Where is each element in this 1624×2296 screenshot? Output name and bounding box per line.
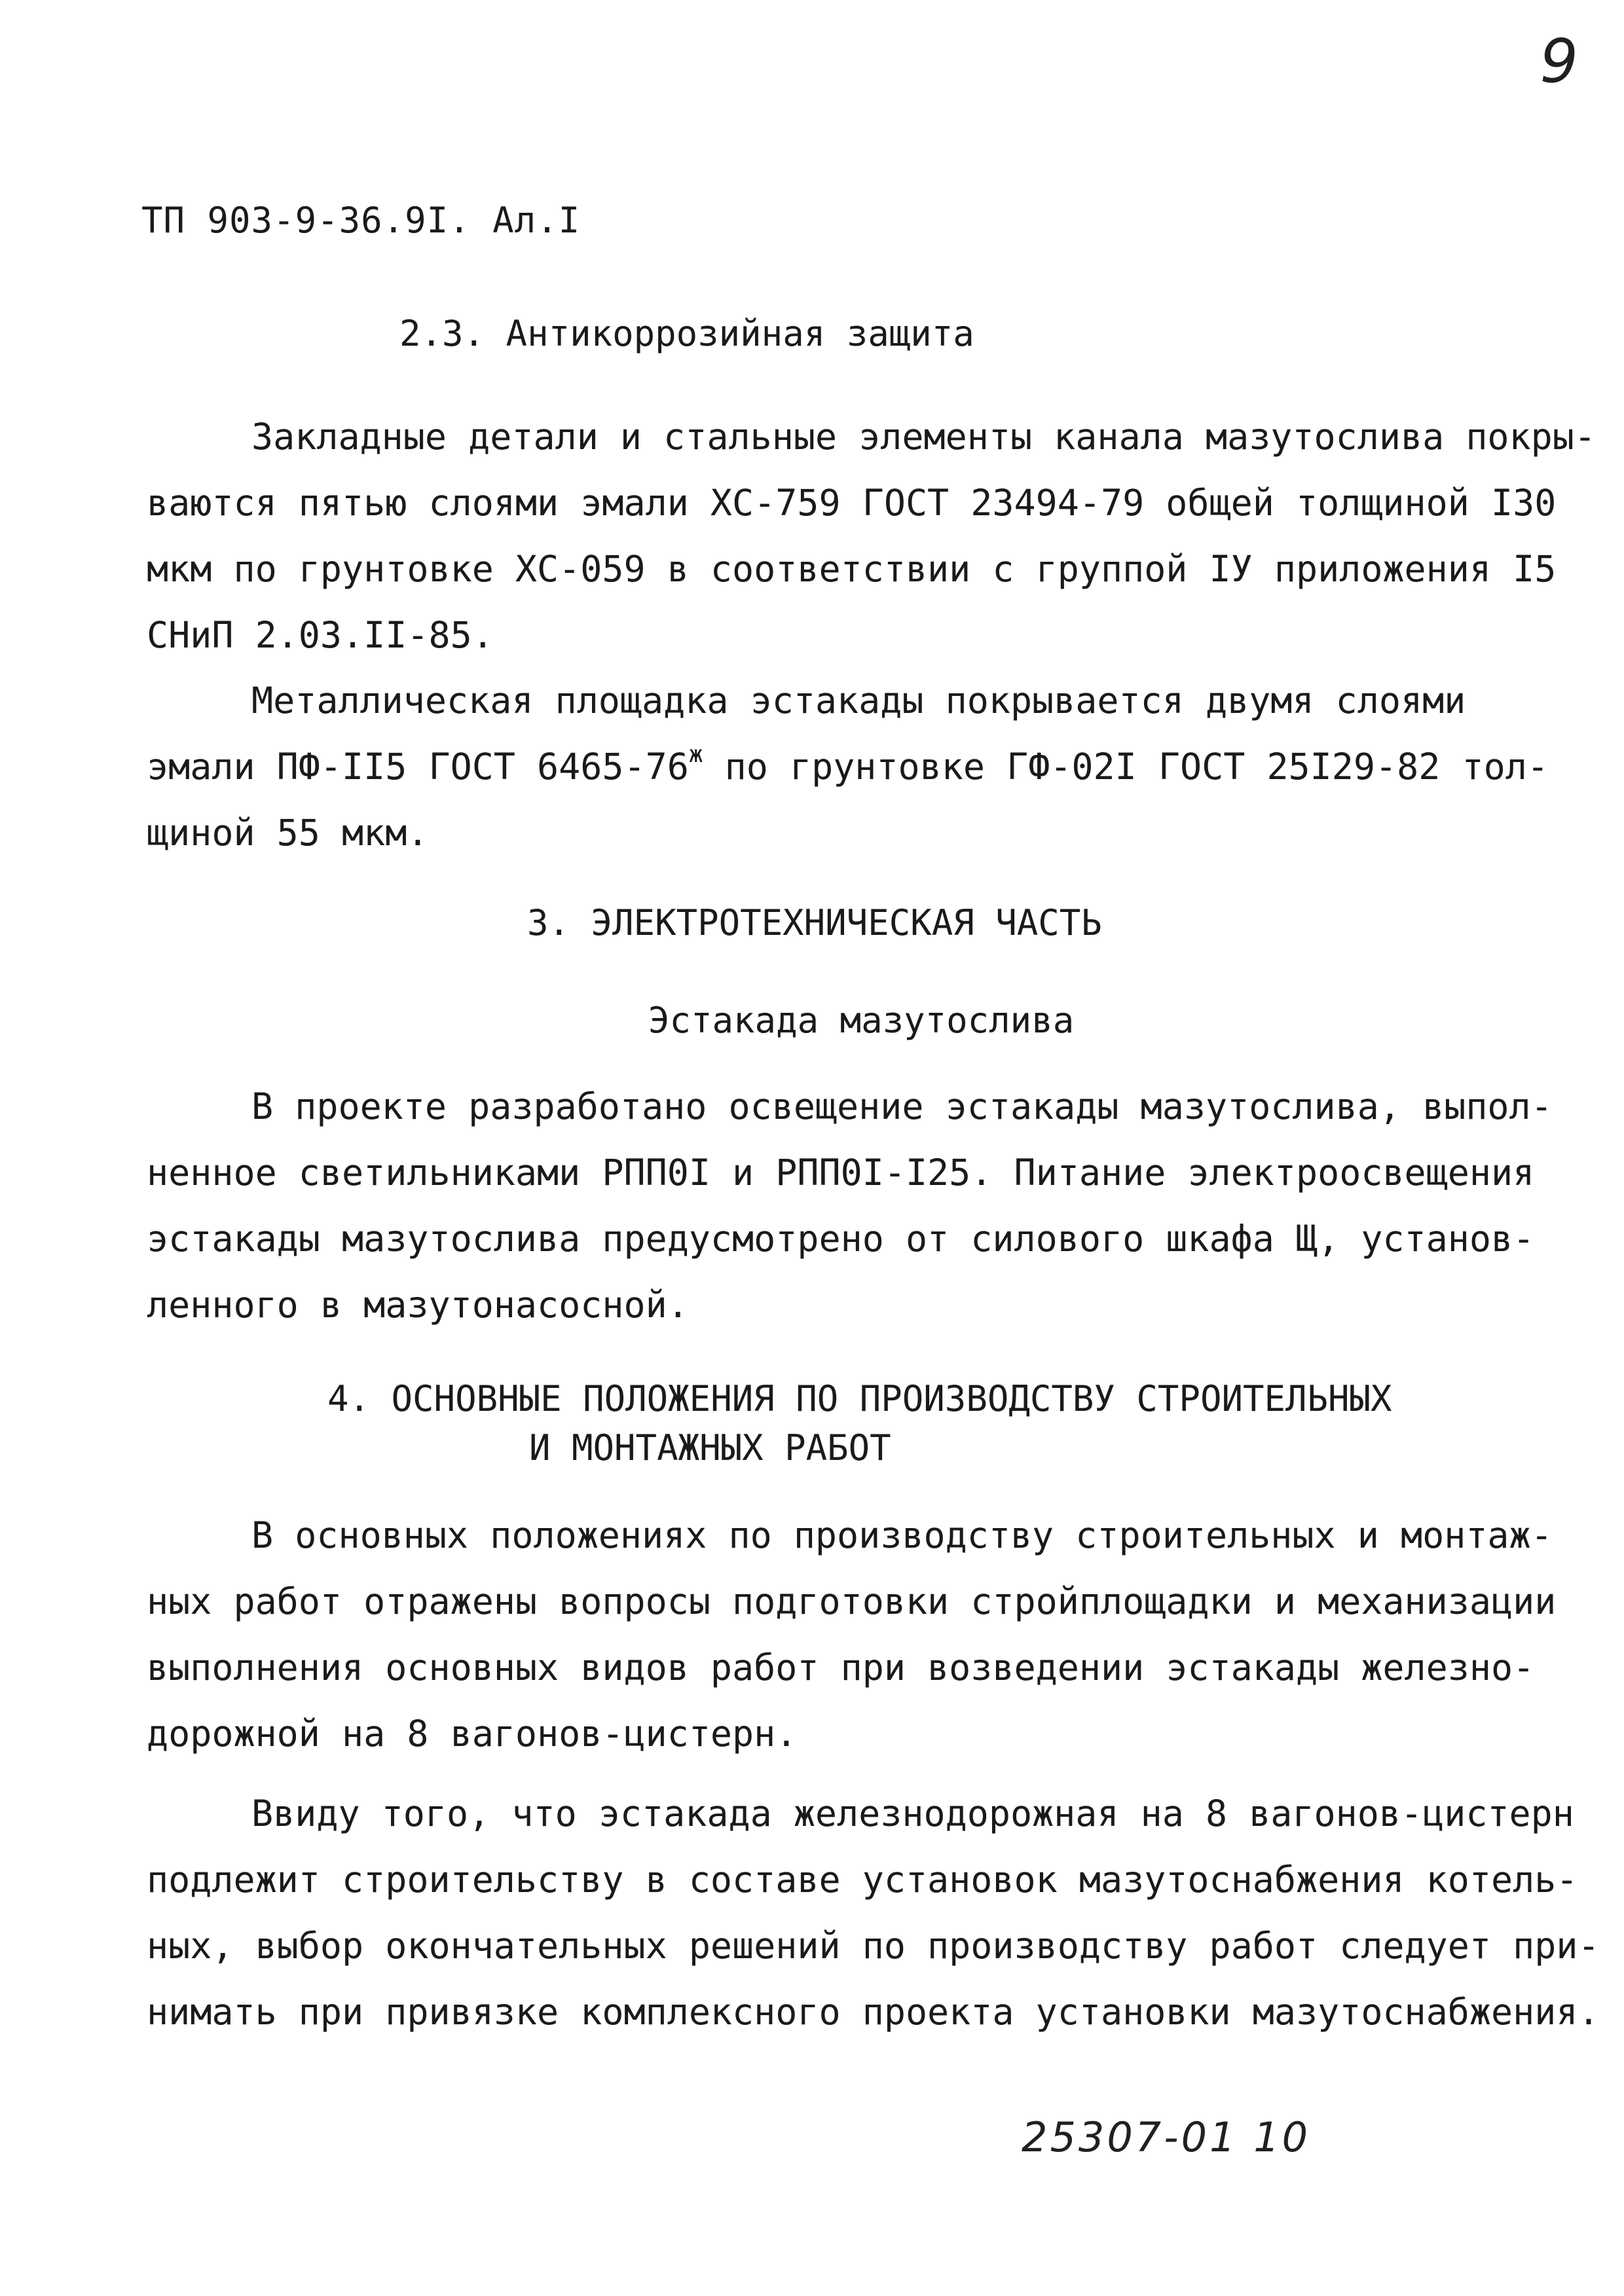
paragraph-line: эстакады мазутослива предусмотрено от силового шкафа Щ, установ- xyxy=(147,1218,1535,1260)
document-code: ТП 903-9-36.9I. Ал.I xyxy=(141,200,581,241)
paragraph-line: СНиП 2.03.II-85. xyxy=(147,614,494,656)
paragraph-line: ных работ отражены вопросы подготовки стройплощадки и механизации xyxy=(147,1580,1557,1622)
section-3-subheading: Эстакада мазутослива xyxy=(648,1000,1075,1041)
paragraph-line: Ввиду того, что эстакада железнодорожная на 8 вагонов-цистерн xyxy=(251,1793,1574,1834)
paragraph-line: щиной 55 мкм. xyxy=(147,812,429,854)
paragraph-line: ленного в мазутонасосной. xyxy=(147,1284,689,1326)
section-3-paragraph-1 xyxy=(147,1074,1553,1338)
paragraph-line: В проекте разработано освещение эстакады мазутослива, выпол- xyxy=(251,1085,1553,1127)
paragraph-line: мкм по грунтовке ХС-059 в соответствии с группой IУ приложения I5 xyxy=(147,548,1557,590)
line-part: эмали ПФ-II5 ГОСТ 6465-76 xyxy=(147,746,689,788)
paragraph-line: ваются пятью слоями эмали ХС-759 ГОСТ 23494-79 общей толщиной I30 xyxy=(147,482,1557,524)
section-4-heading-line-1: 4. ОСНОВНЫЕ ПОЛОЖЕНИЯ ПО ПРОИЗВОДСТВУ СТРОИТЕЛЬНЫХ xyxy=(327,1378,1392,1419)
paragraph-line: В основных положениях по производству строительных и монтаж- xyxy=(251,1514,1553,1556)
paragraph-line: ных, выбор окончательных решений по производству работ следует при- xyxy=(147,1925,1600,1967)
section-2-3-paragraph-2 xyxy=(147,668,1549,866)
section-4-paragraph-2 xyxy=(147,1781,1600,2045)
section-2-3-paragraph-1 xyxy=(147,404,1596,668)
paragraph-line: ненное светильниками РПП0I и РПП0I-I25. Питание электроосвещения xyxy=(147,1152,1535,1194)
page-number: 9 xyxy=(1540,26,1578,96)
superscript-mark: ж xyxy=(688,741,703,768)
section-4-heading-line-2: И МОНТАЖНЫХ РАБОТ xyxy=(529,1427,891,1468)
paragraph-line: Металлическая площадка эстакады покрывается двумя слоями xyxy=(251,680,1466,721)
paragraph-line: подлежит строительству в составе установок мазутоснабжения котель- xyxy=(147,1859,1578,1901)
section-2-3-heading: 2.3. Антикоррозийная защита xyxy=(399,313,974,354)
paragraph-line: дорожной на 8 вагонов-цистерн. xyxy=(147,1713,798,1755)
footer-code: 25307-01 10 xyxy=(1022,2113,1311,2161)
paragraph-line xyxy=(147,734,1549,800)
paragraph-line: нимать при привязке комплексного проекта установки мазутоснабжения. xyxy=(147,1991,1600,2033)
paragraph-line: выполнения основных видов работ при возведении эстакады железно- xyxy=(147,1647,1535,1688)
section-3-heading: 3. ЭЛЕКТРОТЕХНИЧЕСКАЯ ЧАСТЬ xyxy=(527,902,1102,943)
line-part: по грунтовке ГФ-02I ГОСТ 25I29-82 тол- xyxy=(703,746,1549,788)
paragraph-line: Закладные детали и стальные элементы канала мазутослива покры- xyxy=(251,416,1596,458)
section-4-paragraph-1 xyxy=(147,1503,1557,1767)
